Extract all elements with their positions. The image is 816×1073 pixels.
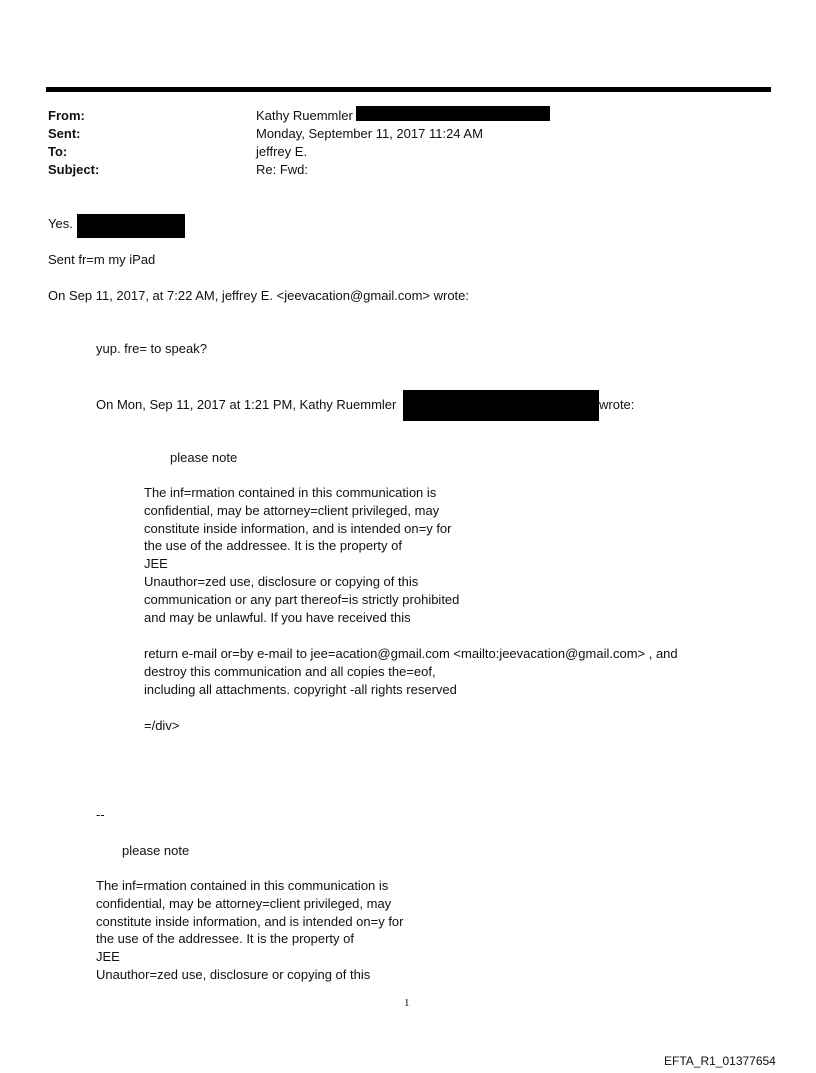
signature-text: Sent fr=m my iPad	[48, 252, 156, 267]
disclaimer2-line: Unauthor=zed use, disclosure or copying of this	[96, 966, 371, 982]
disclaimer2-line: constitute inside information, and is intended on=y for	[96, 913, 404, 929]
disclaimer2-heading: please note	[122, 843, 190, 858]
disclaimer1-body	[144, 484, 459, 626]
disclaimer1-line: and may be unlawful. If you have received this	[144, 609, 411, 625]
disclaimer1-closing: =/div>	[144, 718, 180, 733]
disclaimer1-line: confidential, may be attorney=client privileged, may	[144, 502, 440, 518]
redaction-box	[77, 214, 185, 238]
disclaimer2-line: The inf=rmation contained in this communication is	[96, 878, 389, 893]
bates-number: EFTA_R1_01377654	[664, 1054, 776, 1068]
to-value: jeffrey E.	[256, 144, 308, 159]
page-number: 1	[404, 997, 410, 1009]
redaction-box	[403, 390, 599, 421]
disclaimer2-line: the use of the addressee. It is the property of	[96, 931, 354, 947]
disclaimer1-heading: please note	[170, 450, 238, 465]
disclaimer1-return-line: destroy this communication and all copies the=eof,	[144, 663, 436, 679]
disclaimer1-line: JEE	[144, 556, 168, 572]
redaction-box	[356, 106, 550, 121]
reply-text: Yes.	[48, 216, 73, 231]
disclaimer1-line: The inf=rmation contained in this communication is	[144, 485, 437, 500]
subject-value: Re: Fwd:	[256, 162, 309, 177]
quote1-text: yup. fre= to speak?	[96, 341, 207, 356]
separator: --	[96, 807, 105, 822]
sent-value: Monday, September 11, 2017 11:24 AM	[256, 126, 483, 141]
header-rule	[46, 87, 771, 92]
disclaimer1-line: Unauthor=zed use, disclosure or copying of this	[144, 573, 419, 589]
disclaimer2-line: JEE	[96, 949, 120, 965]
sent-label: Sent:	[48, 126, 81, 141]
disclaimer1-return-line: return e-mail or=by e-mail to jee=acation@gmail.com <mailto:jeevacation@gmail.com> , and	[144, 646, 678, 661]
quote2-attribution-prefix: On Mon, Sep 11, 2017 at 1:21 PM, Kathy Ruemmler	[96, 397, 397, 412]
disclaimer1-line: constitute inside information, and is intended on=y for	[144, 520, 452, 536]
disclaimer1-line: the use of the addressee. It is the property of	[144, 538, 402, 554]
disclaimer1-line: communication or any part thereof=is strictly prohibited	[144, 591, 460, 607]
subject-label: Subject:	[48, 162, 100, 177]
disclaimer2-body	[96, 877, 404, 984]
disclaimer1-return-line: including all attachments. copyright -all rights reserved	[144, 681, 457, 697]
quote1-attribution: On Sep 11, 2017, at 7:22 AM, jeffrey E. <jeevacation@gmail.com> wrote:	[48, 288, 470, 303]
from-value: Kathy Ruemmler	[256, 108, 353, 123]
from-label: From:	[48, 108, 85, 123]
disclaimer2-line: confidential, may be attorney=client privileged, may	[96, 895, 392, 911]
quote2-attribution-suffix: wrote:	[599, 397, 635, 412]
disclaimer1-return	[144, 645, 678, 698]
to-label: To:	[48, 144, 68, 159]
